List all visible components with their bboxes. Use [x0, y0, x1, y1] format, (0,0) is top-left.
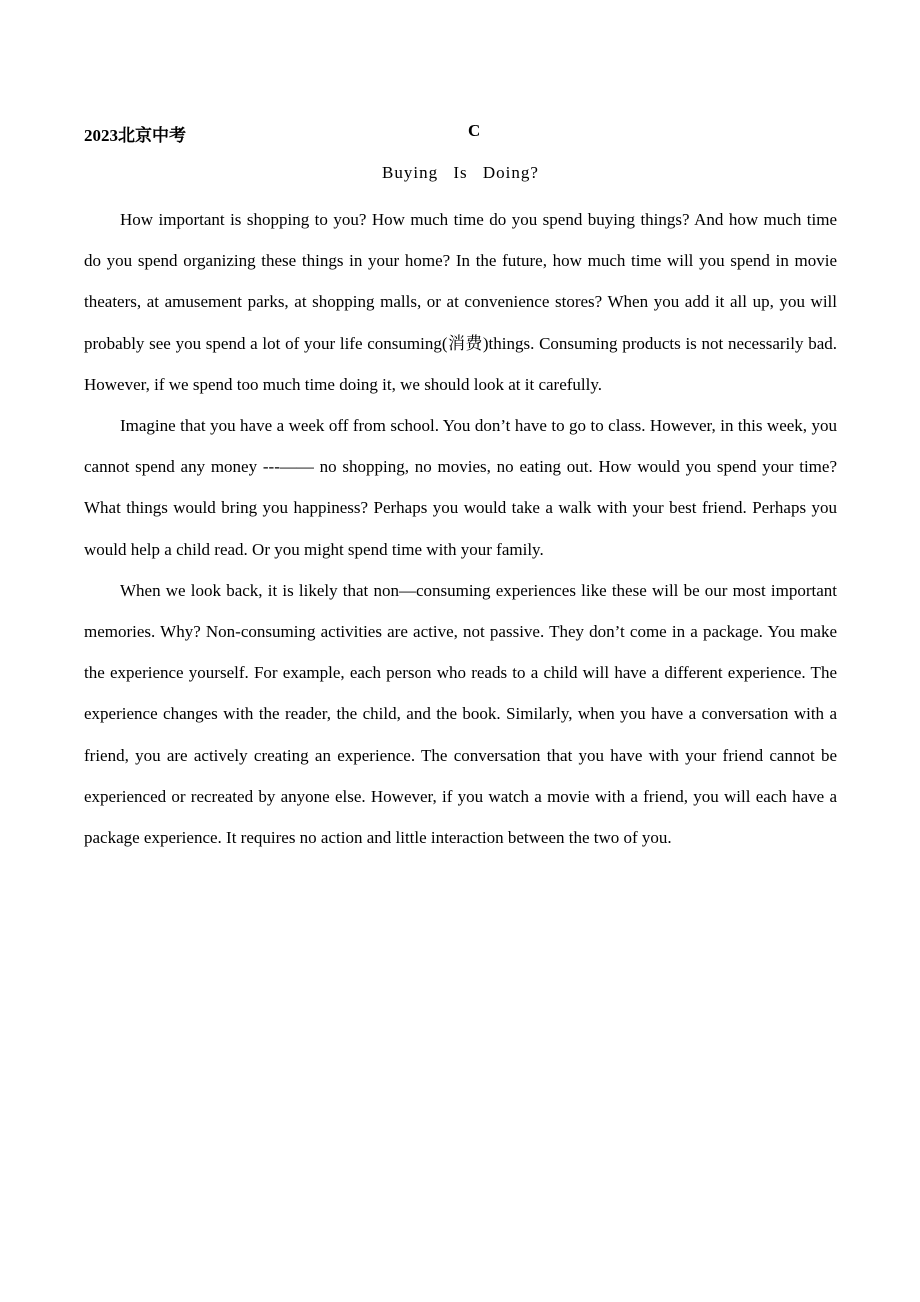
paragraph-2: Imagine that you have a week off from school. You don’t have to go to class. However, in this week, you cannot spend any money ---—— no shopping, no movies, no eating out. How would you spend your time? What things would bring you happiness? Perhaps you would take a walk with your best friend. Perhaps you would help a child read. Or you might spend time with your family.: [84, 416, 837, 559]
paragraph-3: When we look back, it is likely that non—consuming experiences like these will be our most important memories. Why? Non-consuming activities are active, not passive. They don’t come in a package. You make the experience yourself. For example, each person who reads to a child will have a different experience. The experience changes with the reader, the child, and the book. Similarly, when you have a conversation with a friend, you are actively creating an experience. The conversation that you have with your friend cannot be experienced or recreated by anyone else. However, if you watch a movie with a friend, you will each have a package experience. It requires no action and little interaction between the two of you.: [84, 580, 837, 848]
paragraph-1: How important is shopping to you? How much time do you spend buying things? And how much time do you spend organizing these things in your home? In the future, how much time will you spend in movie theaters, at amusement parks, at shopping malls, or at convenience stores? When you add it all up, you will probably see you spend a lot of your life consuming(消费)things. Consuming products is not necessarily bad. However, if we spend too much time doing it, we should look at it carefully.: [84, 210, 837, 394]
document-header: [84, 117, 837, 147]
passage-section-letter: C: [468, 121, 481, 140]
passage-body: [84, 199, 837, 858]
exam-source-label: 2023北京中考: [84, 126, 186, 145]
passage-title: Buying Is Doing?: [382, 163, 539, 182]
document-page: [84, 117, 837, 858]
